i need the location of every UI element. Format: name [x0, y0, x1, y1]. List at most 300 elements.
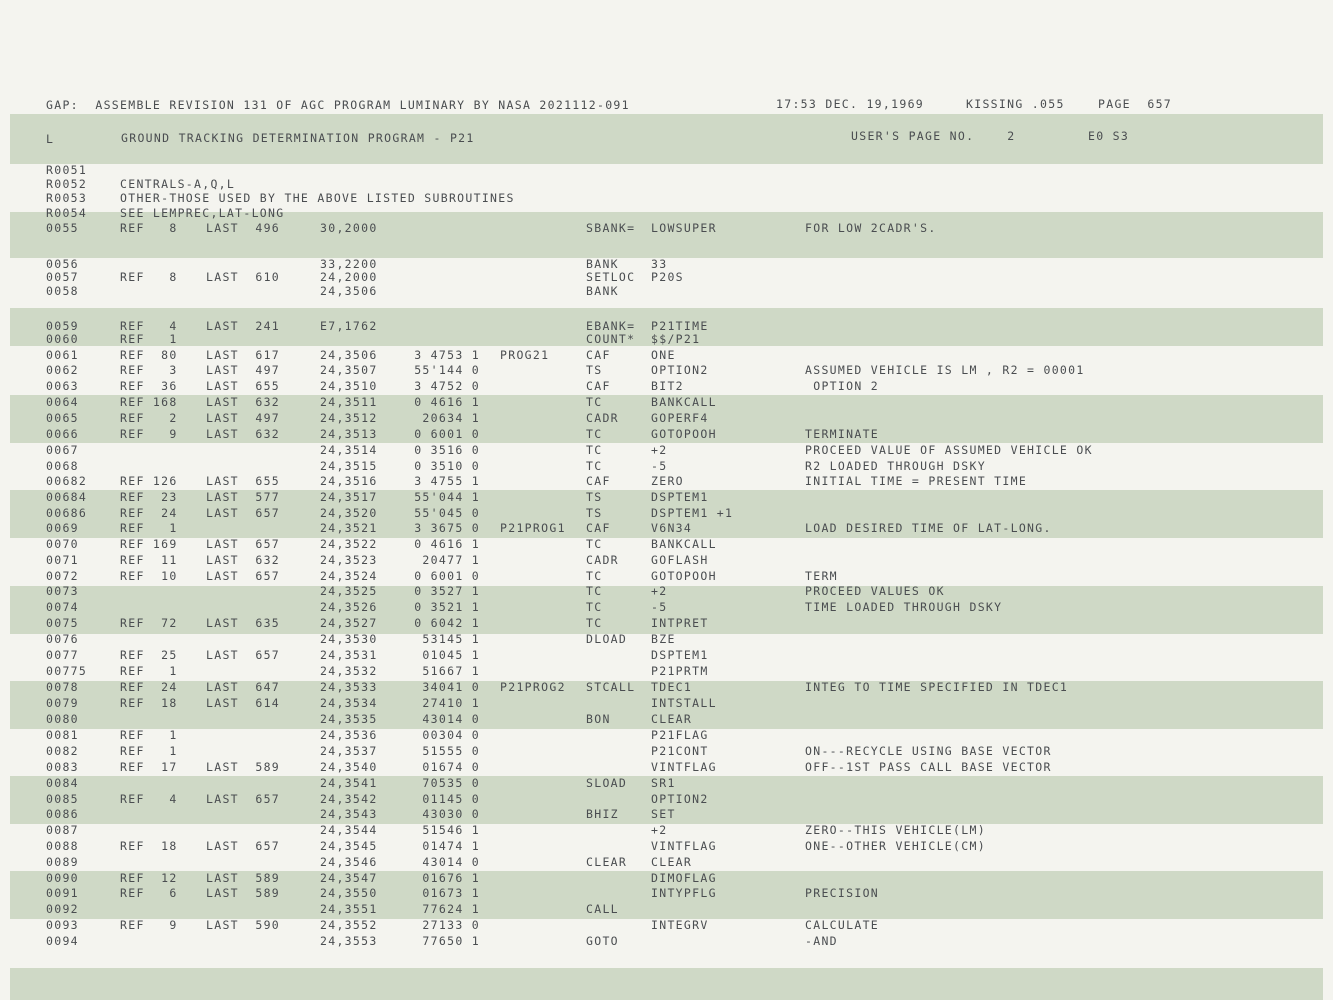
- line-number: 0094: [46, 934, 79, 948]
- address: 24,3545: [320, 839, 378, 853]
- address: E7,1762: [320, 319, 378, 333]
- line-number: 0060: [46, 332, 79, 346]
- operand: BZE: [651, 632, 676, 646]
- octal-word: 55'044 1: [414, 490, 480, 504]
- octal-word: 0 4616 1: [414, 537, 480, 551]
- listing-row: [0, 902, 1333, 916]
- line-number: 00682: [46, 474, 88, 488]
- opcode: TC: [586, 616, 603, 630]
- opcode: TS: [586, 363, 603, 377]
- operand: TDEC1: [651, 680, 693, 694]
- line-number: 0090: [46, 871, 79, 885]
- address: 24,3551: [320, 902, 378, 916]
- opcode: COUNT*: [586, 332, 636, 346]
- last-ref: LAST 589: [206, 871, 281, 885]
- address: 24,3536: [320, 728, 378, 742]
- octal-word: 3 4753 1: [414, 348, 480, 362]
- address: 24,3544: [320, 823, 378, 837]
- opcode: TS: [586, 490, 603, 504]
- octal-word: 55'144 0: [414, 363, 480, 377]
- last-ref: LAST 589: [206, 886, 281, 900]
- address: 24,3540: [320, 760, 378, 774]
- comment: TIME LOADED THROUGH DSKY: [805, 600, 1003, 614]
- listing-row: [0, 506, 1333, 520]
- address: 24,3522: [320, 537, 378, 551]
- address: 24,3507: [320, 363, 378, 377]
- line-number: 0080: [46, 712, 79, 726]
- opcode: TC: [586, 584, 603, 598]
- listing-row: [0, 823, 1333, 837]
- address: 24,3506: [320, 348, 378, 362]
- opcode: DLOAD: [586, 632, 628, 646]
- opcode: SBANK=: [586, 221, 636, 235]
- octal-word: 3 4755 1: [414, 474, 480, 488]
- opcode: TC: [586, 459, 603, 473]
- octal-word: 3 4752 0: [414, 379, 480, 393]
- users-page-number: USER'S PAGE NO. 2: [851, 129, 1016, 143]
- opcode: CAF: [586, 379, 611, 393]
- operand: $$/P21: [651, 332, 701, 346]
- last-ref: LAST 655: [206, 379, 281, 393]
- ref-count: REF 80: [120, 348, 178, 362]
- address: 24,3511: [320, 395, 378, 409]
- octal-word: 77650 1: [422, 934, 480, 948]
- opcode: GOTO: [586, 934, 619, 948]
- label: PROG21: [500, 348, 550, 362]
- address: 30,2000: [320, 221, 378, 235]
- operand: ONE: [651, 348, 676, 362]
- opcode: TC: [586, 600, 603, 614]
- last-ref: LAST 610: [206, 270, 281, 284]
- opcode: TC: [586, 569, 603, 583]
- operand: SR1: [651, 776, 676, 790]
- operand: GOFLASH: [651, 553, 709, 567]
- opcode: BHIZ: [586, 807, 619, 821]
- last-ref: LAST 657: [206, 839, 281, 853]
- ref-count: REF 17: [120, 760, 178, 774]
- listing-row: [0, 284, 1333, 298]
- listing-row: [0, 569, 1333, 583]
- octal-word: 43014 0: [422, 712, 480, 726]
- operand: P20S: [651, 270, 684, 284]
- listing-row: [0, 728, 1333, 742]
- listing-row: [0, 490, 1333, 504]
- log-letter: L: [46, 132, 55, 146]
- octal-word: 20634 1: [422, 411, 480, 425]
- opcode: TS: [586, 506, 603, 520]
- comment: INTEG TO TIME SPECIFIED IN TDEC1: [805, 680, 1069, 694]
- listing-row: [0, 257, 1333, 271]
- last-ref: LAST 589: [206, 760, 281, 774]
- listing-row: [0, 443, 1333, 457]
- address: 24,3543: [320, 807, 378, 821]
- listing-row: [0, 776, 1333, 790]
- line-number: 0065: [46, 411, 79, 425]
- operand: VINTFLAG: [651, 839, 717, 853]
- operand: ZERO: [651, 474, 684, 488]
- line-number: 0085: [46, 792, 79, 806]
- listing-row: [0, 616, 1333, 630]
- octal-word: 0 4616 1: [414, 395, 480, 409]
- operand: P21PRTM: [651, 664, 709, 678]
- line-number: 0061: [46, 348, 79, 362]
- listing-row: [0, 177, 1333, 191]
- address: 24,3552: [320, 918, 378, 932]
- octal-word: 00304 0: [422, 728, 480, 742]
- comment: CALCULATE: [805, 918, 880, 932]
- operand: LOWSUPER: [651, 221, 717, 235]
- octal-word: 55'045 0: [414, 506, 480, 520]
- comment: R2 LOADED THROUGH DSKY: [805, 459, 986, 473]
- operand: GOTOPOOH: [651, 569, 717, 583]
- line-number: 0086: [46, 807, 79, 821]
- octal-word: 01673 1: [422, 886, 480, 900]
- ref-count: REF 168: [120, 395, 178, 409]
- operand: -5: [651, 600, 668, 614]
- opcode: CLEAR: [586, 855, 628, 869]
- operand: 33: [651, 257, 668, 271]
- ref-count: REF 3: [120, 363, 178, 377]
- comment: LOAD DESIRED TIME OF LAT-LONG.: [805, 521, 1052, 535]
- title-code: E0 S3: [1088, 129, 1130, 143]
- listing-row: [0, 855, 1333, 869]
- comment: PROCEED VALUE OF ASSUMED VEHICLE OK: [805, 443, 1093, 457]
- operand: P21FLAG: [651, 728, 709, 742]
- ref-count: REF 4: [120, 319, 178, 333]
- label: P21PROG1: [500, 521, 566, 535]
- ref-count: REF 1: [120, 521, 178, 535]
- ref-count: REF 11: [120, 553, 178, 567]
- octal-word: 0 6042 1: [414, 616, 480, 630]
- address: 24,3517: [320, 490, 378, 504]
- last-ref: LAST 647: [206, 680, 281, 694]
- listing-row: [0, 411, 1333, 425]
- line-number: 0089: [46, 855, 79, 869]
- line-number: 0088: [46, 839, 79, 853]
- listing-row: [0, 332, 1333, 346]
- operand: P21CONT: [651, 744, 709, 758]
- address: 24,3533: [320, 680, 378, 694]
- operand: -5: [651, 459, 668, 473]
- address: 24,3530: [320, 632, 378, 646]
- address: 24,3541: [320, 776, 378, 790]
- line-number: 0073: [46, 584, 79, 598]
- comment: ONE--OTHER VEHICLE(CM): [805, 839, 986, 853]
- octal-word: 43014 0: [422, 855, 480, 869]
- listing-row: [0, 395, 1333, 409]
- ref-count: REF 4: [120, 792, 178, 806]
- address: 24,3521: [320, 521, 378, 535]
- listing-row: [0, 221, 1333, 235]
- listing-row: [0, 760, 1333, 774]
- listing-row: [0, 918, 1333, 932]
- opcode: SLOAD: [586, 776, 628, 790]
- octal-word: 51667 1: [422, 664, 480, 678]
- comment: INITIAL TIME = PRESENT TIME: [805, 474, 1028, 488]
- operand: DSPTEM1 +1: [651, 506, 734, 520]
- line-number: 0082: [46, 744, 79, 758]
- address: 24,2000: [320, 270, 378, 284]
- line-number: R0054: [46, 206, 88, 220]
- address: 24,3523: [320, 553, 378, 567]
- operand: +2: [651, 823, 668, 837]
- last-ref: LAST 632: [206, 395, 281, 409]
- address: 24,3506: [320, 284, 378, 298]
- operand: INTYPFLG: [651, 886, 717, 900]
- opcode: TC: [586, 443, 603, 457]
- octal-word: 70535 0: [422, 776, 480, 790]
- line-number: 0055: [46, 221, 79, 235]
- listing-row: [0, 712, 1333, 726]
- operand: OPTION2: [651, 792, 709, 806]
- page-number: PAGE 657: [1098, 97, 1173, 111]
- listing-row: [0, 537, 1333, 551]
- ref-count: REF 18: [120, 839, 178, 853]
- last-ref: LAST 590: [206, 918, 281, 932]
- ref-count: REF 6: [120, 886, 178, 900]
- kissing-label: KISSING .055: [966, 97, 1065, 111]
- octal-word: 51546 1: [422, 823, 480, 837]
- listing-row: [0, 270, 1333, 284]
- line-number: 0068: [46, 459, 79, 473]
- last-ref: LAST 632: [206, 553, 281, 567]
- line-number: R0053: [46, 191, 88, 205]
- listing-row: [0, 632, 1333, 646]
- octal-word: 20477 1: [422, 553, 480, 567]
- last-ref: LAST 657: [206, 792, 281, 806]
- operand: BIT2: [651, 379, 684, 393]
- line-number: 0076: [46, 632, 79, 646]
- octal-word: 01676 1: [422, 871, 480, 885]
- operand: DIMOFLAG: [651, 871, 717, 885]
- comment: ASSUMED VEHICLE IS LM , R2 = 00001: [805, 363, 1085, 377]
- operand: DSPTEM1: [651, 648, 709, 662]
- line-number: 0056: [46, 257, 79, 271]
- operand: V6N34: [651, 521, 693, 535]
- operand: GOTOPOOH: [651, 427, 717, 441]
- ref-count: REF 24: [120, 506, 178, 520]
- last-ref: LAST 617: [206, 348, 281, 362]
- opcode: CADR: [586, 411, 619, 425]
- ref-count: REF 9: [120, 427, 178, 441]
- octal-word: 53145 1: [422, 632, 480, 646]
- last-ref: LAST 241: [206, 319, 281, 333]
- listing-row: [0, 363, 1333, 377]
- comment: TERMINATE: [805, 427, 880, 441]
- listing-row: [0, 348, 1333, 362]
- ref-count: REF 1: [120, 332, 178, 346]
- operand: DSPTEM1: [651, 490, 709, 504]
- label: P21PROG2: [500, 680, 566, 694]
- address: 24,3534: [320, 696, 378, 710]
- ref-count: REF 126: [120, 474, 178, 488]
- listing-row: [0, 664, 1333, 678]
- paper-band: [10, 968, 1323, 1000]
- line-number: 0063: [46, 379, 79, 393]
- last-ref: LAST 657: [206, 569, 281, 583]
- last-ref: LAST 577: [206, 490, 281, 504]
- address: 24,3531: [320, 648, 378, 662]
- line-number: 0075: [46, 616, 79, 630]
- line-number: 0057: [46, 270, 79, 284]
- ref-count: REF 2: [120, 411, 178, 425]
- last-ref: LAST 635: [206, 616, 281, 630]
- line-number: 0072: [46, 569, 79, 583]
- listing-row: [0, 584, 1333, 598]
- line-number: 0078: [46, 680, 79, 694]
- operand: INTEGRV: [651, 918, 709, 932]
- operand: INTPRET: [651, 616, 709, 630]
- octal-word: 01045 1: [422, 648, 480, 662]
- listing-row: [0, 744, 1333, 758]
- octal-word: 0 6001 0: [414, 569, 480, 583]
- comment: ON---RECYCLE USING BASE VECTOR: [805, 744, 1052, 758]
- operand: VINTFLAG: [651, 760, 717, 774]
- opcode: CALL: [586, 902, 619, 916]
- last-ref: LAST 497: [206, 363, 281, 377]
- listing-row: [0, 600, 1333, 614]
- octal-word: 0 3510 0: [414, 459, 480, 473]
- address: 24,3535: [320, 712, 378, 726]
- address: 24,3512: [320, 411, 378, 425]
- last-ref: LAST 657: [206, 648, 281, 662]
- address: 24,3525: [320, 584, 378, 598]
- line-number: 00775: [46, 664, 88, 678]
- octal-word: 0 3521 1: [414, 600, 480, 614]
- operand: GOPERF4: [651, 411, 709, 425]
- listing-row: [0, 839, 1333, 853]
- ref-count: REF 72: [120, 616, 178, 630]
- address: 24,3550: [320, 886, 378, 900]
- address: 24,3547: [320, 871, 378, 885]
- octal-word: 27410 1: [422, 696, 480, 710]
- octal-word: 27133 0: [422, 918, 480, 932]
- address: 24,3516: [320, 474, 378, 488]
- ref-count: REF 23: [120, 490, 178, 504]
- address: 33,2200: [320, 257, 378, 271]
- listing-row: [0, 206, 1333, 220]
- line-number: 0074: [46, 600, 79, 614]
- ref-count: REF 18: [120, 696, 178, 710]
- remark: OTHER-THOSE USED BY THE ABOVE LISTED SUBROUTINES: [120, 191, 515, 205]
- program-title: GROUND TRACKING DETERMINATION PROGRAM - P21: [121, 131, 475, 145]
- octal-word: 0 3516 0: [414, 443, 480, 457]
- address: 24,3524: [320, 569, 378, 583]
- remark: SEE LEMPREC,LAT-LONG: [120, 206, 285, 220]
- line-number: 0066: [46, 427, 79, 441]
- address: 24,3542: [320, 792, 378, 806]
- operand: CLEAR: [651, 712, 693, 726]
- ref-count: REF 8: [120, 270, 178, 284]
- line-number: 0071: [46, 553, 79, 567]
- opcode: TC: [586, 395, 603, 409]
- line-number: 0064: [46, 395, 79, 409]
- opcode: CADR: [586, 553, 619, 567]
- opcode: BON: [586, 712, 611, 726]
- ref-count: REF 8: [120, 221, 178, 235]
- line-number: 0077: [46, 648, 79, 662]
- ref-count: REF 169: [120, 537, 178, 551]
- address: 24,3513: [320, 427, 378, 441]
- listing-row: [0, 648, 1333, 662]
- listing-row: [0, 696, 1333, 710]
- remark: CENTRALS-A,Q,L: [120, 177, 236, 191]
- comment: PROCEED VALUES OK: [805, 584, 945, 598]
- octal-word: 51555 0: [422, 744, 480, 758]
- octal-word: 43030 0: [422, 807, 480, 821]
- octal-word: 3 3675 0: [414, 521, 480, 535]
- line-number: 00684: [46, 490, 88, 504]
- ref-count: REF 12: [120, 871, 178, 885]
- line-number: 0093: [46, 918, 79, 932]
- line-number: 0081: [46, 728, 79, 742]
- opcode: CAF: [586, 348, 611, 362]
- opcode: STCALL: [586, 680, 636, 694]
- listing-row: [0, 319, 1333, 333]
- listing-row: [0, 459, 1333, 473]
- listing-row: [0, 792, 1333, 806]
- line-number: 0058: [46, 284, 79, 298]
- address: 24,3546: [320, 855, 378, 869]
- line-number: 00686: [46, 506, 88, 520]
- line-number: 0067: [46, 443, 79, 457]
- listing-row: [0, 474, 1333, 488]
- comment: -AND: [805, 934, 838, 948]
- ref-count: REF 24: [120, 680, 178, 694]
- address: 24,3510: [320, 379, 378, 393]
- line-number: 0092: [46, 902, 79, 916]
- octal-word: 77624 1: [422, 902, 480, 916]
- opcode: BANK: [586, 257, 619, 271]
- comment: FOR LOW 2CADR'S.: [805, 221, 937, 235]
- listing-row: [0, 191, 1333, 205]
- listing-row: [0, 163, 1333, 177]
- address: 24,3537: [320, 744, 378, 758]
- ref-count: REF 36: [120, 379, 178, 393]
- ref-count: REF 1: [120, 744, 178, 758]
- operand: +2: [651, 584, 668, 598]
- address: 24,3553: [320, 934, 378, 948]
- last-ref: LAST 657: [206, 506, 281, 520]
- opcode: TC: [586, 427, 603, 441]
- operand: BANKCALL: [651, 395, 717, 409]
- octal-word: 01474 1: [422, 839, 480, 853]
- comment: ZERO--THIS VEHICLE(LM): [805, 823, 986, 837]
- line-number: 0083: [46, 760, 79, 774]
- operand: CLEAR: [651, 855, 693, 869]
- line-number: 0084: [46, 776, 79, 790]
- last-ref: LAST 614: [206, 696, 281, 710]
- address: 24,3520: [320, 506, 378, 520]
- ref-count: REF 1: [120, 664, 178, 678]
- address: 24,3515: [320, 459, 378, 473]
- listing-row: [0, 871, 1333, 885]
- timestamp: 17:53 DEC. 19,1969: [776, 97, 925, 111]
- address: 24,3526: [320, 600, 378, 614]
- last-ref: LAST 655: [206, 474, 281, 488]
- comment: TERM: [805, 569, 838, 583]
- octal-word: 0 3527 1: [414, 584, 480, 598]
- operand: BANKCALL: [651, 537, 717, 551]
- line-number: R0052: [46, 177, 88, 191]
- line-number: 0070: [46, 537, 79, 551]
- comment: OFF--1ST PASS CALL BASE VECTOR: [805, 760, 1052, 774]
- octal-word: 01674 0: [422, 760, 480, 774]
- line-number: 0062: [46, 363, 79, 377]
- ref-count: REF 10: [120, 569, 178, 583]
- listing-row: [0, 379, 1333, 393]
- opcode: SETLOC: [586, 270, 636, 284]
